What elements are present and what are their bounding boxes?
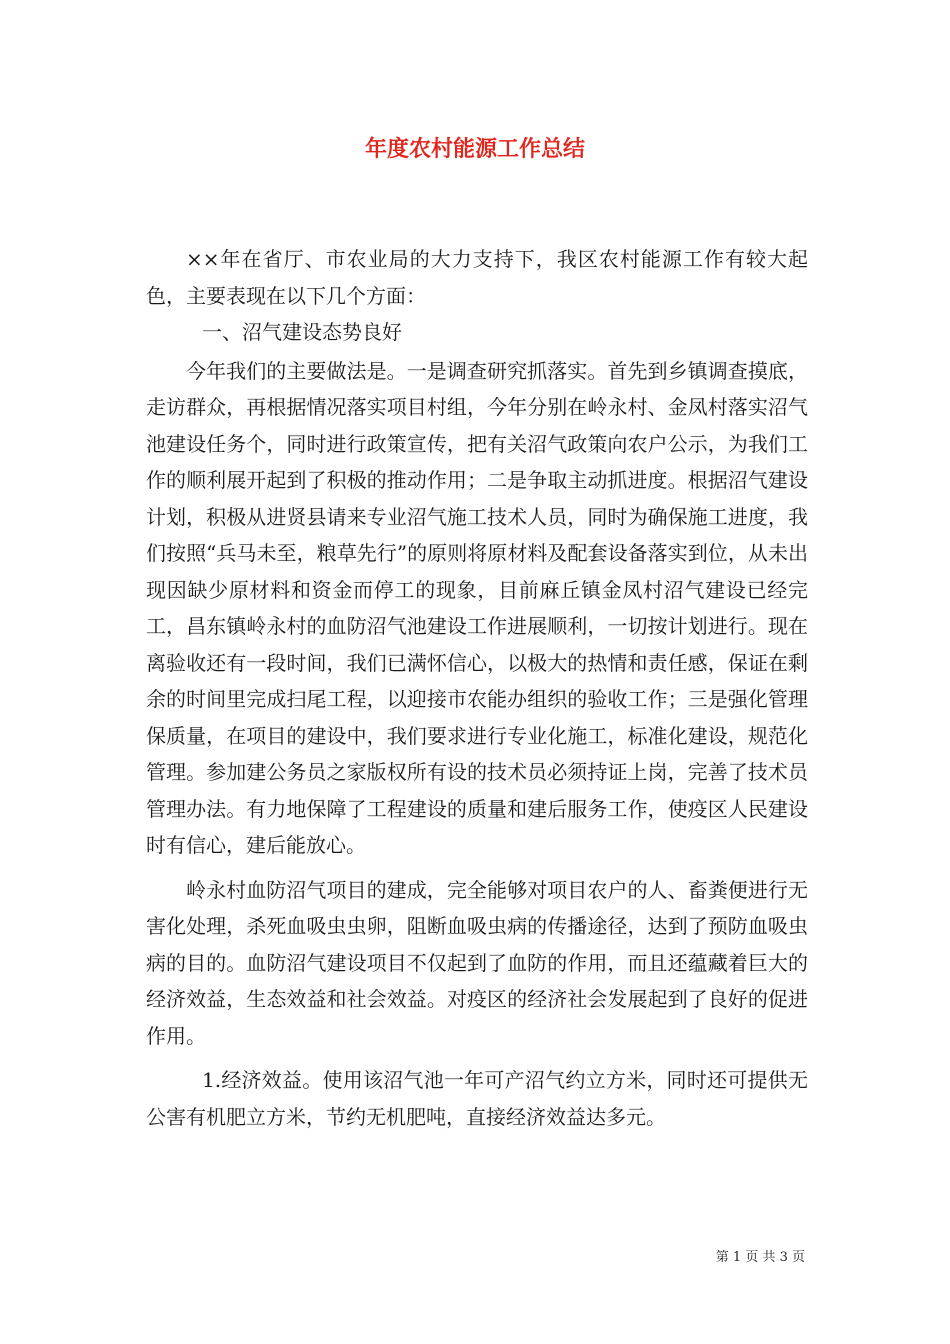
paragraph-2: 岭永村血防沼气项目的建成，完全能够对项目农户的人、畜粪便进行无害化处理，杀死血吸虫虫卵，阻断血吸虫病的传播途径，达到了预防血吸虫病的目的。血防沼气建设项目不仅起到了血防的作用，而且还蕴藏着巨大的经济效益，生态效益和社会效益。对疫区的经济社会发展起到了良好的促进作用。 xyxy=(146,877,808,1048)
document-body xyxy=(146,241,808,1135)
paragraph-1: 今年我们的主要做法是。一是调查研究抓落实。首先到乡镇调查摸底，走访群众，再根据情况落实项目村组，今年分别在岭永村、金凤村落实沼气池建设任务个，同时进行政策宣传，把有关沼气政策向农户公示，为我们工作的顺利展开起到了积极的推动作用；二是争取主动抓进度。根据沼气建设计划，积极从进贤县请来专业沼气施工技术人员，同时为确保施工进度，我们按照“兵马未至，粮草先行”的原则将原材料及配套设备落实到位，从未出现因缺少原材料和资金而停工的现象，目前麻丘镇金凤村沼气建设已经完工，昌东镇岭永村的血防沼气池建设工作进展顺利，一切按计划进行。现在离验收还有一段时间，我们已满怀信心，以极大的热情和责任感，保证在剩余的时间里完成扫尾工程，以迎接市农能办组织的验收工作；三是强化管理保质量，在项目的建设中，我们要求进行专业化施工，标准化建设，规范化管理。参加建公务员之家版权所有设的技术员必须持证上岗，完善了技术员管理办法。有力地保障了工程建设的质量和建后服务工作，使疫区人民建设时有信心，建后能放心。 xyxy=(146,358,808,857)
paragraph-3: 1.经济效益。使用该沼气池一年可产沼气约立方米，同时还可提供无公害有机肥立方米，节约无机肥吨，直接经济效益达多元。 xyxy=(146,1068,808,1129)
intro-paragraph: ××年在省厅、市农业局的大力支持下，我区农村能源工作有较大起色，主要表现在以下几个方面： xyxy=(146,247,808,308)
section-heading: 一、沼气建设态势良好 xyxy=(202,320,402,344)
document-title: 年度农村能源工作总结 xyxy=(364,137,585,162)
page-footer: 第 1 页 共 3 页 xyxy=(715,1250,805,1265)
